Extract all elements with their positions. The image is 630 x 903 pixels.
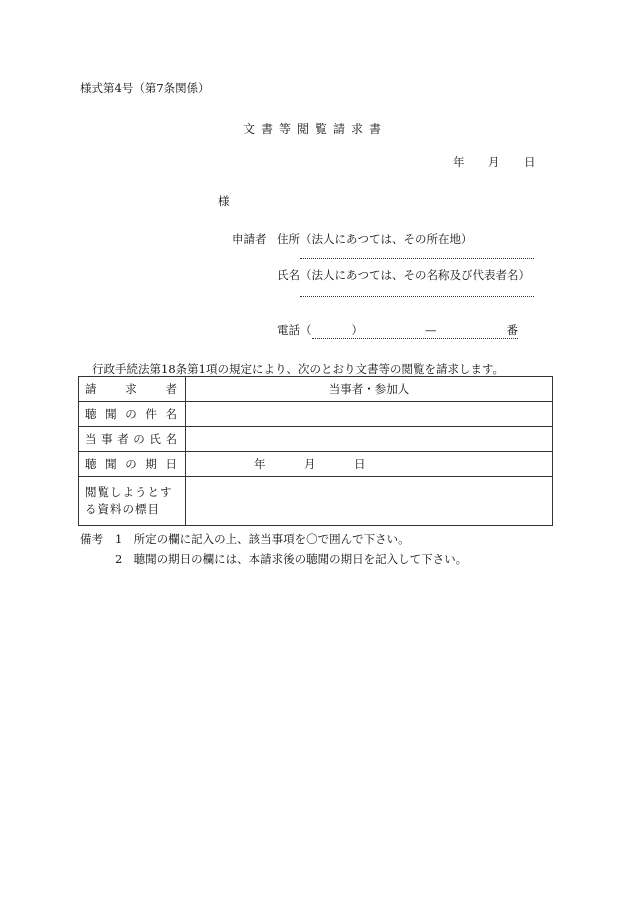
requester-value[interactable]: 当事者・参加人 — [186, 377, 553, 402]
table-row — [79, 427, 553, 452]
table-row — [79, 402, 553, 427]
form-number: 様式第4号（第7条関係） — [80, 81, 210, 95]
hearing-date-label: 聴 聞 の 期 日 — [79, 452, 186, 477]
note-number-1: 1 — [115, 532, 123, 546]
phone-close: ） — [351, 323, 363, 337]
documents-label-line1: 閲覧しようとす — [85, 485, 173, 499]
hearing-date-month: 月 — [304, 457, 316, 471]
address-field-line[interactable] — [300, 258, 534, 259]
date-month: 月 — [488, 155, 500, 169]
party-name-value[interactable] — [186, 427, 553, 452]
name-label: 氏名（法人にあつては、その名称及び代表者名） — [277, 268, 530, 282]
documents-value[interactable] — [186, 477, 553, 526]
date-day: 日 — [524, 155, 536, 169]
phone-dash: — — [425, 323, 437, 337]
hearing-date-value[interactable] — [186, 452, 553, 477]
requester-label: 請 求 者 — [85, 382, 179, 396]
phone-suffix: 番 — [506, 323, 518, 337]
hearing-date-year: 年 — [254, 457, 266, 471]
table-row — [79, 452, 553, 477]
phone-fill[interactable] — [312, 322, 519, 339]
documents-label — [79, 477, 186, 526]
note-text-2: 聴聞の期日の欄には、本請求後の聴聞の期日を記入して下さい。 — [133, 552, 468, 566]
documents-label-line2: る資料の標目 — [85, 502, 160, 516]
table-row — [79, 377, 553, 402]
hearing-date-day: 日 — [354, 457, 366, 471]
phone-field[interactable] — [277, 322, 518, 339]
phone-prefix: 電話（ — [277, 323, 312, 337]
requester-label-cell — [79, 377, 186, 402]
intro-text: 行政手続法第18条第1項の規定により、次のとおり文書等の閲覧を請求します。 — [92, 362, 505, 376]
note-text-1: 所定の欄に記入の上、該当事項を〇で囲んで下さい。 — [133, 532, 410, 546]
party-name-label: 当 事 者 の 氏 名 — [79, 427, 186, 452]
note-item-1 — [115, 531, 410, 547]
applicant-label: 申請者 — [232, 232, 267, 246]
name-field-line[interactable] — [300, 296, 534, 297]
date-year: 年 — [453, 155, 465, 169]
table-row — [79, 477, 553, 526]
address-label: 住所（法人にあつては、その所在地） — [277, 232, 473, 246]
hearing-case-label: 聴 聞 の 件 名 — [79, 402, 186, 427]
document-title: 文書等閲覧請求書 — [242, 122, 387, 136]
request-table — [78, 376, 553, 526]
note-item-2 — [115, 551, 467, 567]
notes-label: 備考 — [80, 532, 103, 546]
addressee-suffix: 様 — [218, 194, 230, 208]
hearing-case-value[interactable] — [186, 402, 553, 427]
note-number-2: 2 — [115, 552, 123, 566]
